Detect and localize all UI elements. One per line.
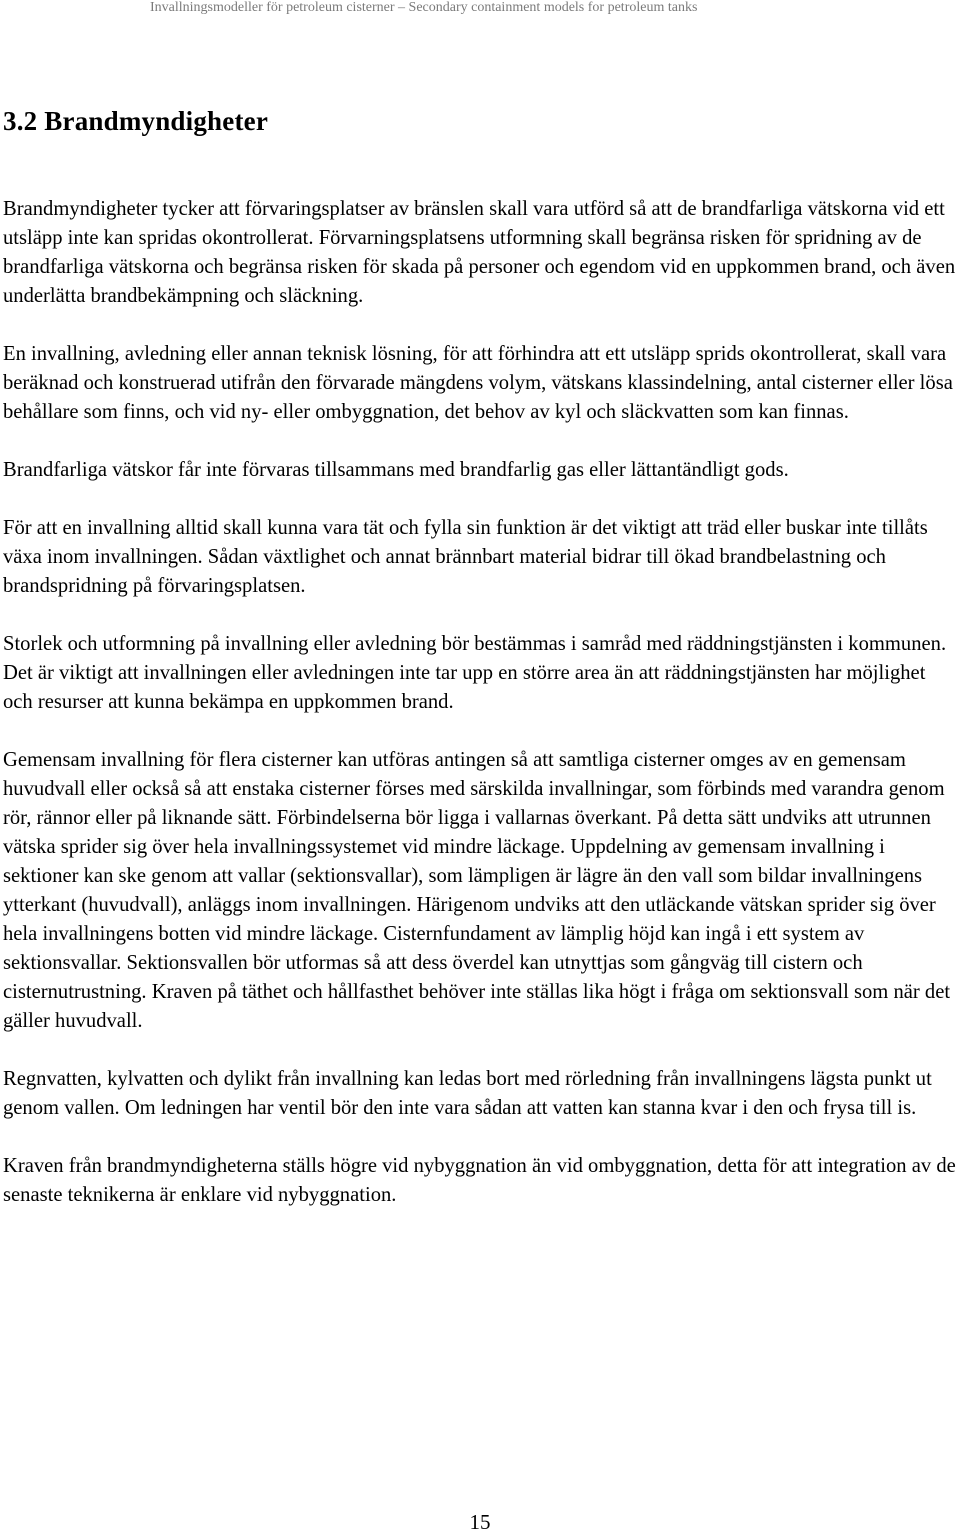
paragraph: Kraven från brandmyndigheterna ställs högre vid nybyggnation än vid ombyggnation, detta för att integration av de senaste teknikerna är enklare vid nybyggnation. — [3, 1155, 956, 1206]
paragraph: En invallning, avledning eller annan teknisk lösning, för att förhindra att ett utsläpp sprids okontrollerat, skall vara beräknad och konstruerad utifrån den förvarade mängdens volym, vätskans klassindelning, antal cisterner eller lösa behållare som finns, och vid ny- eller ombyggnation, det behov av kyl och släckvatten som kan finnas. — [3, 343, 953, 423]
page-number: 15 — [469, 1510, 491, 1534]
paragraph: Storlek och utformning på invallning eller avledning bör bestämmas i samråd med räddningstjänsten i kommunen. Det är viktigt att invallningen eller avledningen inte tar upp en större area än att räddningstjänsten har möjlighet och resurser att kunna bekämpa en uppkommen brand. — [3, 633, 947, 713]
paragraph: Regnvatten, kylvatten och dylikt från invallning kan ledas bort med rörledning från invallningens lägsta punkt ut genom vallen. Om ledningen har ventil bör den inte vara sådan att vatten kan stanna kvar i den och frysa till is. — [3, 1068, 932, 1119]
paragraph: Brandfarliga vätskor får inte förvaras tillsammans med brandfarlig gas eller lättantändligt gods. — [3, 459, 789, 481]
body-text — [3, 195, 958, 1239]
paragraph: Gemensam invallning för flera cisterner kan utföras antingen så att samtliga cisterner omges av en gemensam huvudvall eller också så att enstaka cisterner förses med särskilda invallningar, som förbinds med varandra genom rör, rännor eller på liknande sätt. Förbindelserna bör ligga i vallarnas överkant. På detta sätt undviks att utrunnen vätska sprider sig över hela invallningssystemet vid mindre läckage. Uppdelning av gemensam invallning i sektioner kan ske genom att vallar (sektionsvallar), som lämpligen är lägre än den vall som bildar invallningens ytterkant (huvudvall), anläggs inom invallningen. Härigenom undviks att den utläckande vätskan sprider sig över hela invallningens botten vid mindre läckage. Cisternfundament av lämplig höjd kan ingå i ett system av sektionsvallar. Sektionsvallen bör utformas så att dess överdel kan utnyttjas som gångväg till cistern och cisternutrustning. Kraven på täthet och hållfasthet behöver inte ställas lika högt i fråga om sektionsvall som när det gäller huvudvall. — [3, 749, 951, 1032]
paragraph: Brandmyndigheter tycker att förvaringsplatser av bränslen skall vara utförd så att de brandfarliga vätskorna vid ett utsläpp inte kan spridas okontrollerat. Förvarningsplatsens utformning skall begränsa risken för spridning av de brandfarliga vätskorna och begränsa risken för skada på personer och egendom vid en uppkommen brand, och även underlätta brandbekämpning och släckning. — [3, 198, 956, 307]
section-heading: 3.2 Brandmyndigheter — [3, 106, 269, 136]
running-header: Invallningsmodeller för petroleum cisterner – Secondary containment models for petroleum tanks — [150, 0, 698, 15]
paragraph: För att en invallning alltid skall kunna vara tät och fylla sin funktion är det viktigt att träd eller buskar inte tillåts växa inom invallningen. Sådan växtlighet och annat brännbart material bidrar till ökad brandbelastning och brandspridning på förvaringsplatsen. — [3, 517, 928, 597]
